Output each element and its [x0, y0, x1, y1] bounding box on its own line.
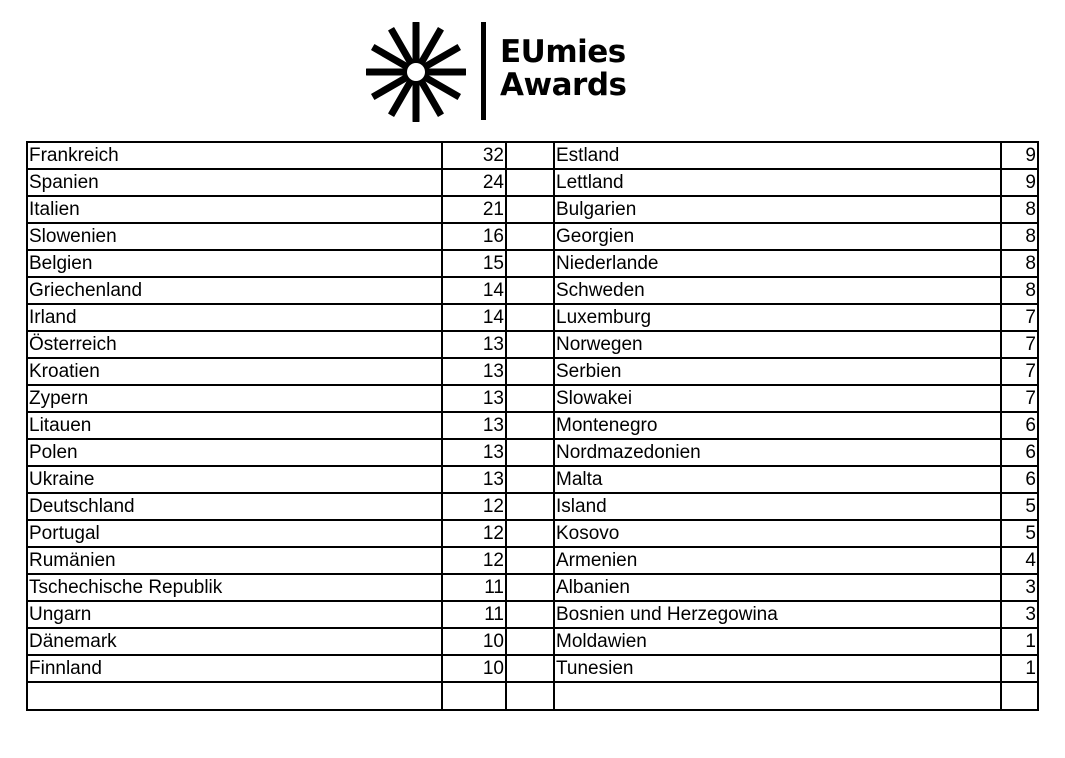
right-count-cell: 3 [1001, 601, 1038, 628]
country-count-table [26, 141, 1039, 711]
left-country-cell: Litauen [27, 412, 442, 439]
table-row [27, 223, 1038, 250]
right-count-cell: 6 [1001, 412, 1038, 439]
right-count-cell: 4 [1001, 547, 1038, 574]
spacer-cell [506, 331, 554, 358]
spacer-cell [506, 358, 554, 385]
left-country-cell: Spanien [27, 169, 442, 196]
spacer-cell [506, 250, 554, 277]
spacer-cell [506, 547, 554, 574]
logo-wordmark [500, 36, 626, 102]
right-count-cell: 1 [1001, 628, 1038, 655]
table-row [27, 142, 1038, 169]
right-count-cell: 8 [1001, 277, 1038, 304]
table-row [27, 655, 1038, 682]
table-row [27, 574, 1038, 601]
left-count-cell: 11 [442, 601, 506, 628]
table-row [27, 250, 1038, 277]
right-count-cell: 5 [1001, 493, 1038, 520]
spacer-cell [506, 466, 554, 493]
left-country-cell: Zypern [27, 385, 442, 412]
table-row [27, 358, 1038, 385]
left-count-cell: 12 [442, 520, 506, 547]
left-count-cell: 13 [442, 358, 506, 385]
spacer-cell [506, 142, 554, 169]
table-row [27, 520, 1038, 547]
empty-cell [442, 682, 506, 710]
right-country-cell: Malta [554, 466, 1001, 493]
table-row [27, 331, 1038, 358]
table-row [27, 493, 1038, 520]
table-row [27, 466, 1038, 493]
left-country-cell: Tschechische Republik [27, 574, 442, 601]
spacer-cell [506, 439, 554, 466]
right-count-cell: 7 [1001, 331, 1038, 358]
table-row [27, 196, 1038, 223]
spacer-cell [506, 412, 554, 439]
right-count-cell: 6 [1001, 439, 1038, 466]
left-count-cell: 13 [442, 412, 506, 439]
right-country-cell: Norwegen [554, 331, 1001, 358]
right-count-cell: 9 [1001, 169, 1038, 196]
left-count-cell: 24 [442, 169, 506, 196]
right-count-cell: 8 [1001, 250, 1038, 277]
spacer-cell [506, 493, 554, 520]
table-row [27, 385, 1038, 412]
empty-cell [27, 682, 442, 710]
spacer-cell [506, 601, 554, 628]
table-row [27, 304, 1038, 331]
left-count-cell: 13 [442, 466, 506, 493]
left-count-cell: 13 [442, 439, 506, 466]
left-count-cell: 11 [442, 574, 506, 601]
empty-table-row [27, 682, 1038, 710]
logo-divider [481, 22, 486, 120]
left-count-cell: 13 [442, 385, 506, 412]
right-country-cell: Slowakei [554, 385, 1001, 412]
left-country-cell: Italien [27, 196, 442, 223]
right-country-cell: Serbien [554, 358, 1001, 385]
left-count-cell: 14 [442, 277, 506, 304]
logo-line-2: Awards [500, 67, 627, 103]
right-count-cell: 8 [1001, 223, 1038, 250]
left-country-cell: Irland [27, 304, 442, 331]
left-count-cell: 16 [442, 223, 506, 250]
right-count-cell: 7 [1001, 358, 1038, 385]
spacer-cell [506, 574, 554, 601]
spacer-cell [506, 520, 554, 547]
right-country-cell: Tunesien [554, 655, 1001, 682]
empty-cell [1001, 682, 1038, 710]
left-country-cell: Griechenland [27, 277, 442, 304]
left-country-cell: Frankreich [27, 142, 442, 169]
left-country-cell: Ukraine [27, 466, 442, 493]
spacer-cell [506, 628, 554, 655]
left-count-cell: 12 [442, 547, 506, 574]
spacer-cell [506, 169, 554, 196]
left-count-cell: 15 [442, 250, 506, 277]
right-country-cell: Kosovo [554, 520, 1001, 547]
table-row [27, 601, 1038, 628]
right-country-cell: Niederlande [554, 250, 1001, 277]
right-count-cell: 9 [1001, 142, 1038, 169]
left-country-cell: Deutschland [27, 493, 442, 520]
right-country-cell: Luxemburg [554, 304, 1001, 331]
spacer-cell [506, 385, 554, 412]
right-count-cell: 7 [1001, 385, 1038, 412]
right-country-cell: Albanien [554, 574, 1001, 601]
left-count-cell: 32 [442, 142, 506, 169]
table-row [27, 547, 1038, 574]
right-country-cell: Bosnien und Herzegowina [554, 601, 1001, 628]
right-country-cell: Nordmazedonien [554, 439, 1001, 466]
left-count-cell: 14 [442, 304, 506, 331]
left-country-cell: Österreich [27, 331, 442, 358]
table-row [27, 169, 1038, 196]
right-country-cell: Lettland [554, 169, 1001, 196]
right-country-cell: Georgien [554, 223, 1001, 250]
right-country-cell: Bulgarien [554, 196, 1001, 223]
left-country-cell: Ungarn [27, 601, 442, 628]
right-country-cell: Montenegro [554, 412, 1001, 439]
right-count-cell: 5 [1001, 520, 1038, 547]
right-country-cell: Estland [554, 142, 1001, 169]
right-count-cell: 8 [1001, 196, 1038, 223]
eumies-awards-logo [364, 20, 654, 124]
logo-line-1: EUmies [500, 34, 626, 70]
starburst-logo-icon [364, 20, 468, 124]
left-country-cell: Kroatien [27, 358, 442, 385]
left-country-cell: Portugal [27, 520, 442, 547]
right-country-cell: Schweden [554, 277, 1001, 304]
right-count-cell: 1 [1001, 655, 1038, 682]
spacer-cell [506, 304, 554, 331]
right-count-cell: 7 [1001, 304, 1038, 331]
table-row [27, 439, 1038, 466]
right-count-cell: 3 [1001, 574, 1038, 601]
left-count-cell: 12 [442, 493, 506, 520]
table-row [27, 412, 1038, 439]
left-country-cell: Slowenien [27, 223, 442, 250]
left-count-cell: 10 [442, 655, 506, 682]
left-country-cell: Dänemark [27, 628, 442, 655]
table-body [27, 142, 1038, 710]
spacer-cell [506, 223, 554, 250]
table-row [27, 277, 1038, 304]
right-country-cell: Moldawien [554, 628, 1001, 655]
spacer-cell [506, 277, 554, 304]
table-row [27, 628, 1038, 655]
left-country-cell: Finnland [27, 655, 442, 682]
right-country-cell: Armenien [554, 547, 1001, 574]
right-count-cell: 6 [1001, 466, 1038, 493]
spacer-cell [506, 196, 554, 223]
right-country-cell: Island [554, 493, 1001, 520]
left-count-cell: 13 [442, 331, 506, 358]
left-country-cell: Belgien [27, 250, 442, 277]
empty-cell [506, 682, 554, 710]
spacer-cell [506, 655, 554, 682]
left-country-cell: Rumänien [27, 547, 442, 574]
left-count-cell: 21 [442, 196, 506, 223]
left-count-cell: 10 [442, 628, 506, 655]
empty-cell [554, 682, 1001, 710]
left-country-cell: Polen [27, 439, 442, 466]
